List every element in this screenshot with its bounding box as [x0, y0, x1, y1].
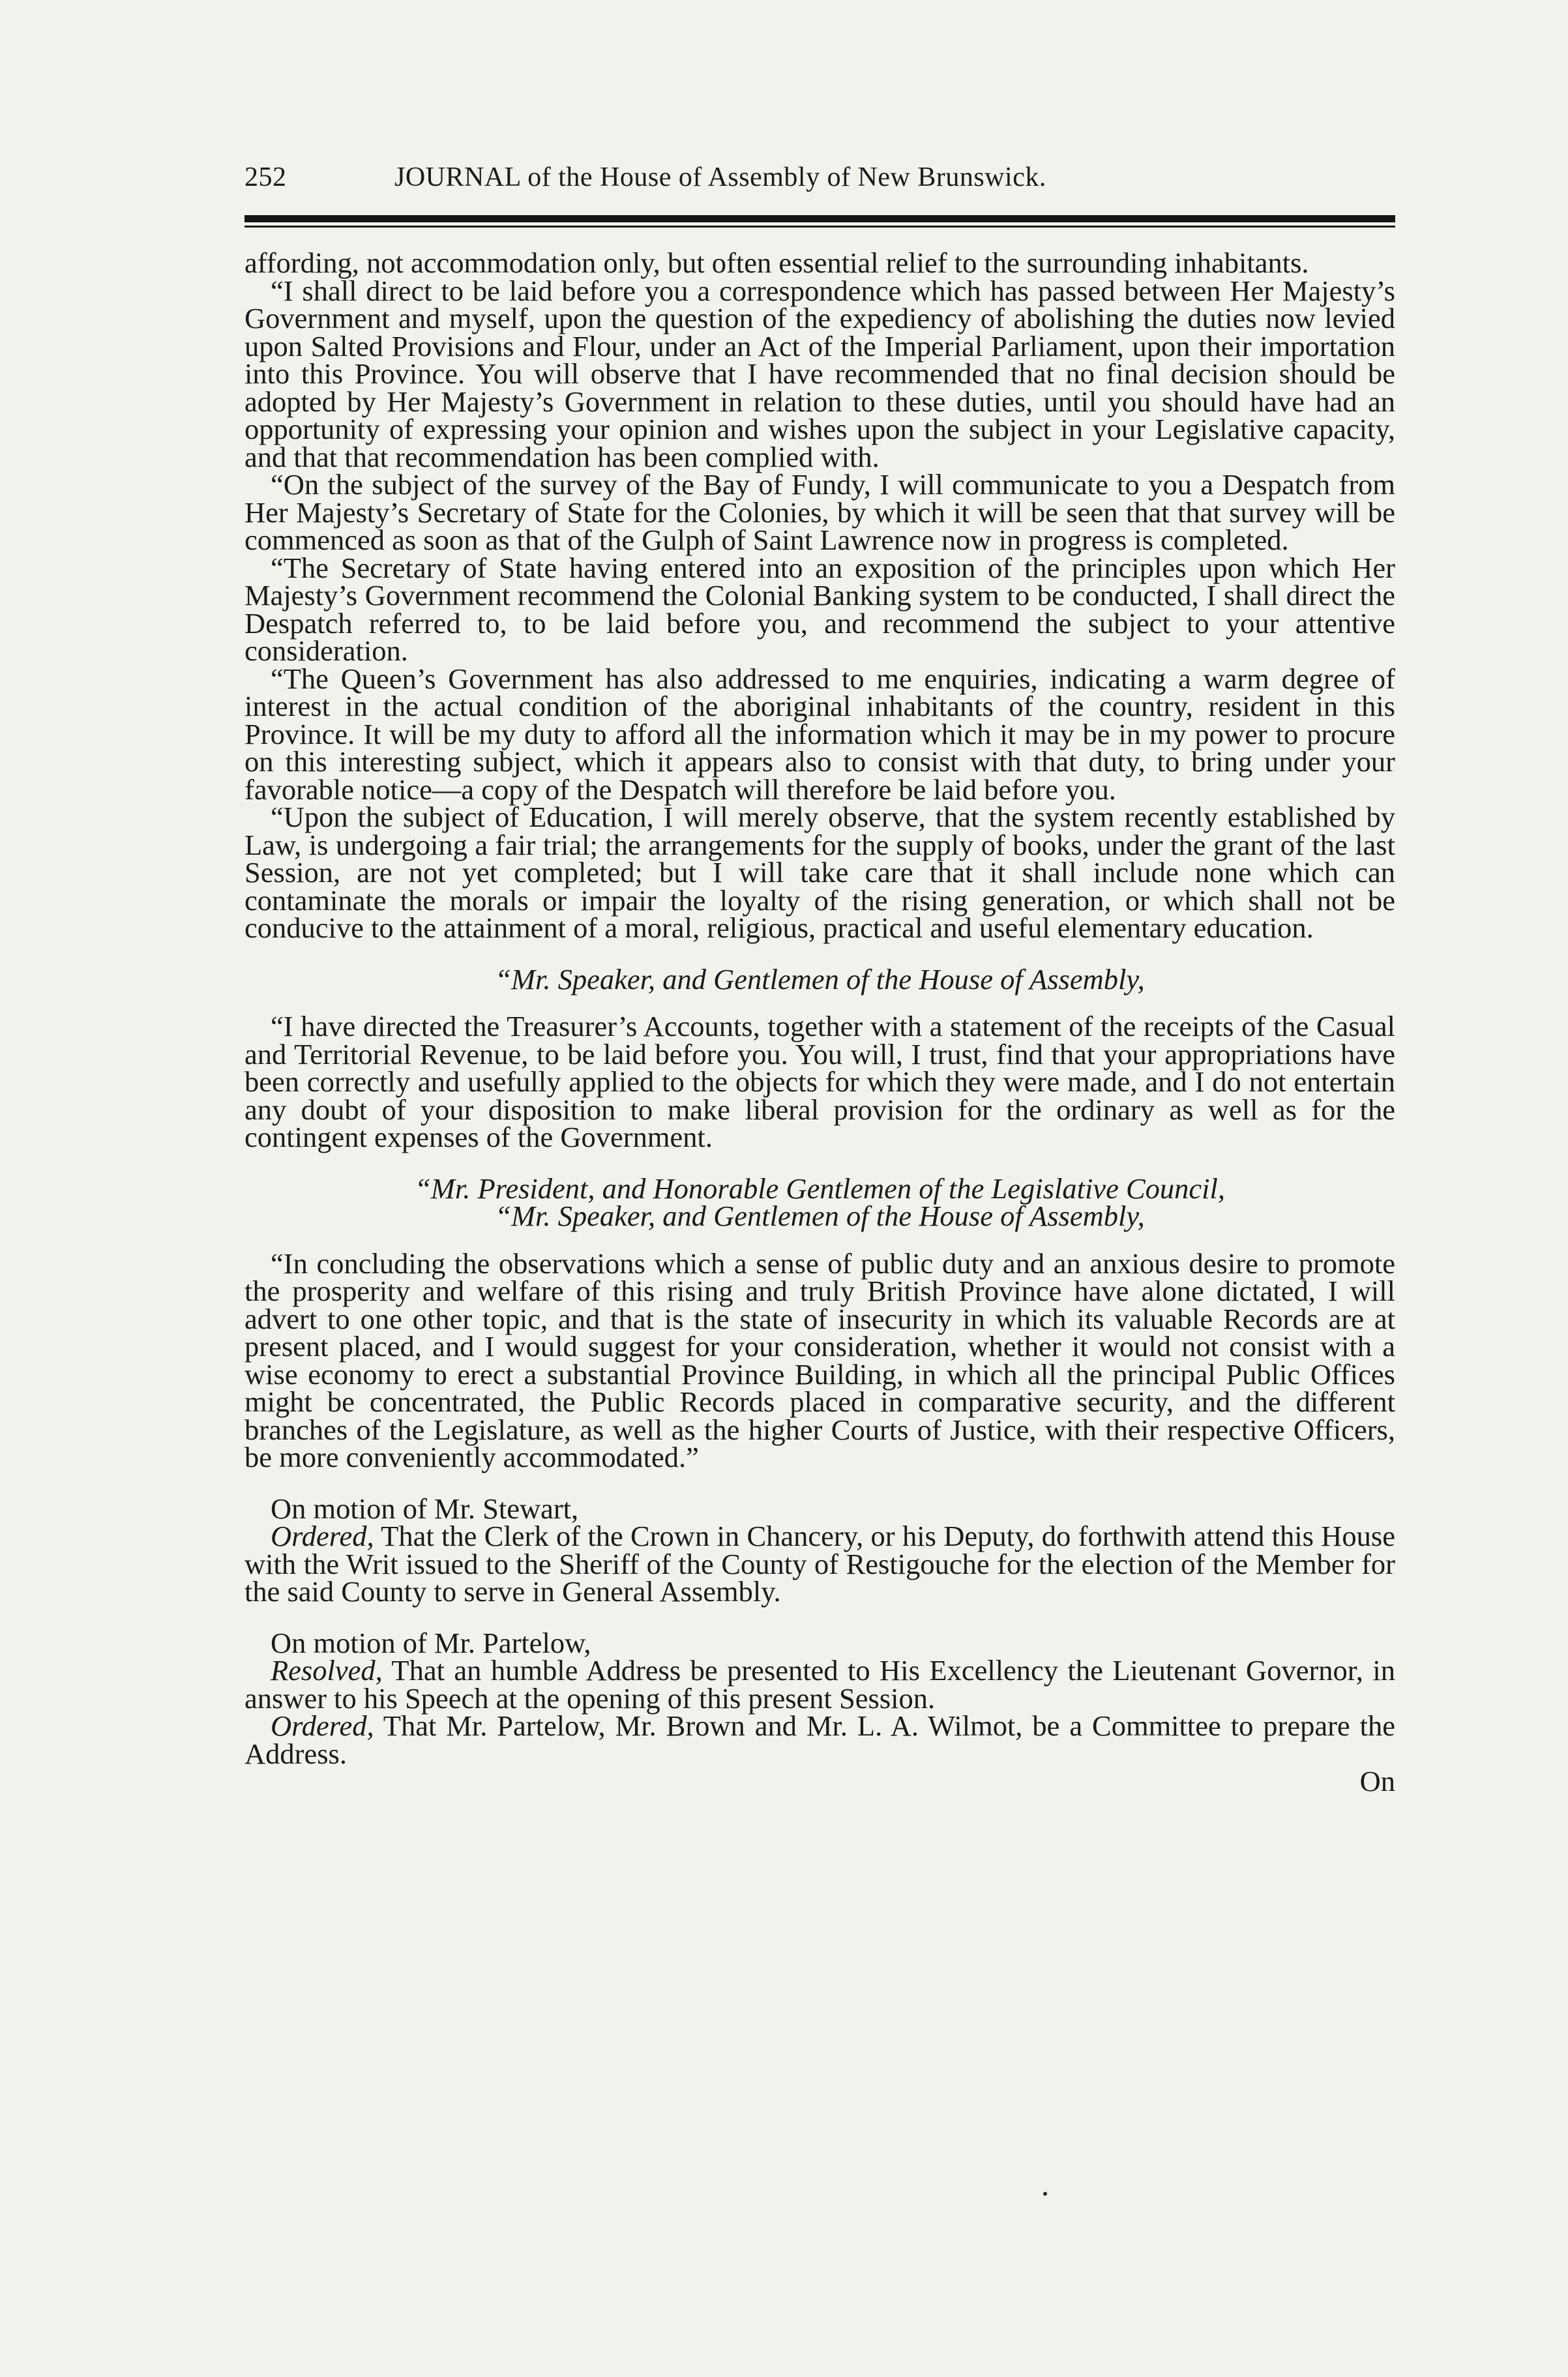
order-text: That Mr. Partelow, Mr. Brown and Mr. L. A. Wilmot, be a Committee to prepare the Address.: [244, 1709, 1395, 1770]
paragraph: “In concluding the observations which a sense of public duty and an anxious desire to promote the prosperity and welfare of this rising and truly British Province have alone dictated, I will advert to one other topic, and that is the state of insecurity in which its valuable Records are at present placed, and I would suggest for your consideration, whether it would not consist with a wise economy to erect a substantial Province Building, in which all the principal Public Offices might be concentrated, the Public Records placed in comparative security, and the different branches of the Legislature, as well as the higher Courts of Justice, with their respective Officers, be more conveniently accommodated.”: [244, 1247, 1395, 1473]
header-rule-thick: [244, 215, 1395, 222]
order-label: Ordered,: [271, 1709, 374, 1742]
ink-speck: [1043, 2192, 1047, 2196]
paragraph: affording, not accommodation only, but often essential relief to the surrounding inhabitants.: [244, 246, 1309, 279]
address-heading: “Mr. Speaker, and Gentlemen of the House of Assembly,: [495, 962, 1145, 996]
header-rule-thin: [244, 226, 1395, 228]
page-number: 252: [244, 162, 287, 192]
paragraph: “The Queen’s Government has also addressed to me enquiries, indicating a warm degree of interest in the actual condition of the aboriginal inhabitants of the country, resident in this Province. It will be my duty to afford all the information which it may be in my power to procure on this interesting subject, which it appears also to consist with that duty, to bring under your favorable notice—a copy of the Despatch will therefore be laid before you.: [244, 662, 1395, 806]
resolution-paragraph: [244, 1654, 1395, 1715]
paragraph: “The Secretary of State having entered into an exposition of the principles upon which Her Majesty’s Government recommend the Colonial Banking system to be conducted, I shall direct the Despatch referred to, to be laid before you, and recommend the subject to your attentive consideration.: [244, 551, 1395, 667]
paragraph: “Upon the subject of Education, I will merely observe, that the system recently established by Law, is undergoing a fair trial; the arrangements for the supply of books, under the grant of the last Session, are not yet completed; but I will take care that it shall include none which can contaminate the morals or impair the loyalty of the rising generation, or which shall not be conducive to the attainment of a moral, religious, practical and useful elementary education.: [244, 801, 1395, 944]
paragraph: “I have directed the Treasurer’s Accounts, together with a statement of the receipts of the Casual and Territorial Revenue, to be laid before you. You will, I trust, find that your appropriations have been correctly and usefully applied to the objects for which they were made, and I do not entertain any doubt of your disposition to make liberal provision for the ordinary as well as for the contingent expenses of the Government.: [244, 1010, 1395, 1153]
running-title: JOURNAL of the House of Assembly of New Brunswick.: [394, 162, 1046, 192]
catchword: On: [1359, 1765, 1395, 1797]
motion-line: On motion of Mr. Partelow,: [271, 1626, 591, 1659]
order-paragraph: [244, 1522, 1395, 1606]
order-paragraph: [244, 1709, 1395, 1770]
motion-line: On motion of Mr. Stewart,: [271, 1492, 579, 1525]
order-text: That the Clerk of the Crown in Chancery, or his Deputy, do forthwith attend this House with the Writ issued to the Sheriff of the County of Restigouche for the election of the Member for the said County to serve in General Assembly.: [244, 1520, 1396, 1608]
address-heading: “Mr. Speaker, and Gentlemen of the House of Assembly,: [495, 1200, 1145, 1232]
address-heading: “Mr. President, and Honorable Gentlemen of the Legislative Council,: [415, 1172, 1225, 1205]
resolution-label: Resolved,: [271, 1654, 383, 1687]
resolution-text: That an humble Address be presented to His Excellency the Lieutenant Governor, in answer to his Speech at the opening of this present Session.: [244, 1654, 1395, 1715]
paragraph: “I shall direct to be laid before you a correspondence which has passed between Her Majesty’s Government and myself, upon the question of the expediency of abolishing the duties now levied upon Salted Provisions and Flour, under an Act of the Imperial Parliament, upon their importation into this Province. You will observe that I have recommended that no final decision should be adopted by Her Majesty’s Government in relation to these duties, until you should have had an opportunity of expressing your opinion and wishes upon the subject in your Legislative capacity, and that that recommendation has been complied with.: [244, 274, 1395, 473]
order-label: Ordered,: [271, 1520, 374, 1552]
paragraph: “On the subject of the survey of the Bay of Fundy, I will communicate to you a Despatch from Her Majesty’s Secretary of State for the Colonies, by which it will be seen that that survey will be commenced as soon as that of the Gulph of Saint Lawrence now in progress is completed.: [244, 468, 1395, 556]
page-body: [244, 246, 1396, 1797]
catchword-line: [244, 1767, 1395, 1795]
